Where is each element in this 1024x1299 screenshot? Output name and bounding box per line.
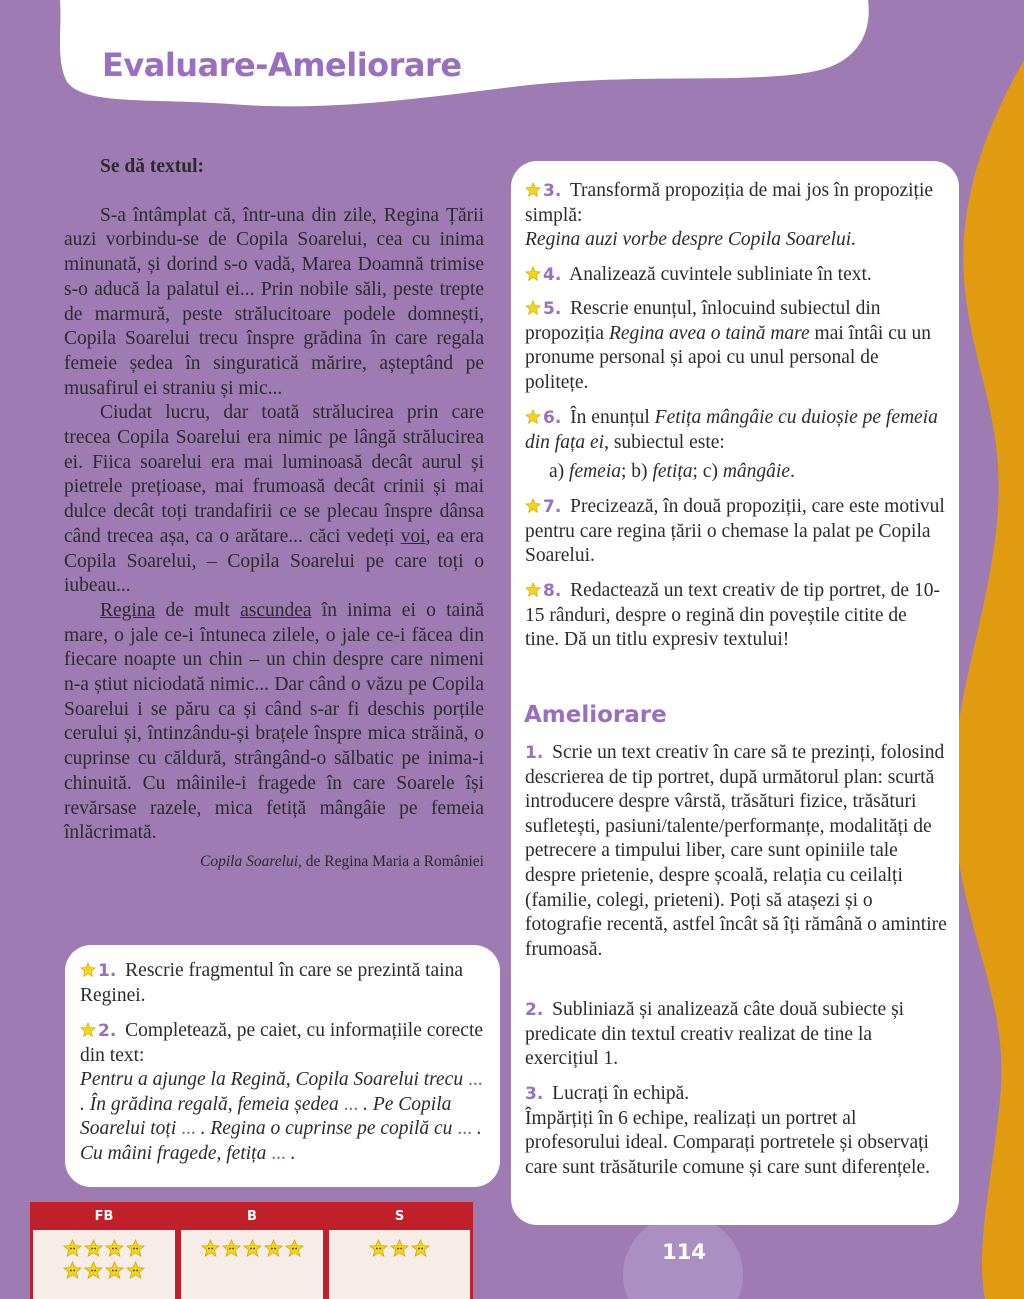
grade-star-icon bbox=[126, 1261, 145, 1280]
star-icon bbox=[525, 498, 541, 514]
grade-fb-stars bbox=[33, 1239, 175, 1262]
grade-star-icon bbox=[201, 1239, 220, 1258]
ameliorare-exercise-1: 1. Scrie un text creativ în care să te prezinți, folosind descrierea de tip portret, după următorul plan: scurtă introducere despre vârstă, trăsături fizice, trăsături sufletești, pasiuni/talente/performanțe, modalități de petrecere a timpului liber, care sunt opiniile tale despre prietenie, despre școală, relația cu ceilalți (familie, colegi, prieteni). Poți să atașezi și o fotografie recentă, astfel încât să îți rămână o amintire frumoasă. bbox=[525, 742, 947, 960]
ameliorare-exercise-3: 3. Lucrați în echipă. Împărțiți în 6 echipe, realizați un portret al profesorului ideal. Comparați portretele și observați care sunt trăsăturile comune și care sunt diferențele. bbox=[525, 1083, 930, 1178]
star-icon bbox=[80, 1022, 96, 1038]
grade-s-stars bbox=[329, 1239, 470, 1262]
page-title: Evaluare-Ameliorare bbox=[102, 46, 462, 84]
grade-star-icon bbox=[84, 1261, 103, 1280]
grade-fb-label: FB bbox=[94, 1209, 114, 1224]
passage bbox=[64, 155, 484, 875]
grade-b bbox=[178, 1202, 326, 1299]
passage-source: Copila Soarelui, de Regina Maria a României bbox=[200, 852, 484, 870]
grade-star-icon bbox=[126, 1239, 145, 1258]
grade-b-label: B bbox=[247, 1209, 257, 1224]
grade-star-icon bbox=[84, 1239, 103, 1258]
grade-star-icon bbox=[105, 1239, 124, 1258]
grade-s bbox=[326, 1202, 473, 1299]
grade-table bbox=[30, 1202, 473, 1299]
grade-star-icon bbox=[222, 1239, 241, 1258]
exercise-5: 5. Rescrie enunțul, înlocuind subiectul din propoziția Regina avea o taină mare mai întâi cu un pronume personal și apoi cu unul personal de politețe. bbox=[525, 298, 931, 393]
star-icon bbox=[525, 266, 541, 282]
exercise-1: 1. Rescrie fragmentul în care se prezintă taina Reginei. bbox=[80, 960, 464, 1006]
grade-star-icon bbox=[264, 1239, 283, 1258]
exercise-6: 6. În enunțul Fetița mângâie cu duioșie pe femeia din fața ei, subiectul este: a) femeia; b) fetița; c) mângâie. bbox=[525, 406, 945, 485]
star-icon bbox=[525, 182, 541, 198]
exercise-6-options: a) femeia; b) fetița; c) mângâie. bbox=[549, 461, 795, 483]
exercise-8: 8. Redactează un text creativ de tip portret, de 10-15 rânduri, despre o regină din poveștile citite de tine. Dă un titlu expresiv textului! bbox=[525, 580, 940, 651]
exercise-2: 2. Completează, pe caiet, cu informațiile corecte din text: Pentru a ajunge la Regină, Copila Soarelui trecu ... . În grădina regală, femeia ședea ... . Pe Copila Soarelui toți ... . Regina o cuprinse pe copilă cu ... . Cu mâini fragede, fetița ... . bbox=[80, 1020, 484, 1164]
ameliorare-heading: Ameliorare bbox=[524, 702, 667, 728]
grade-star-icon bbox=[63, 1239, 82, 1258]
grade-fb bbox=[30, 1202, 178, 1299]
ameliorare-exercise-2: 2. Subliniază și analizează câte două subiecte și predicate din textul creativ realizat de tine la exercițiul 1. bbox=[525, 999, 905, 1070]
grade-star-icon bbox=[243, 1239, 262, 1258]
grade-star-icon bbox=[63, 1261, 82, 1280]
page-number: 114 bbox=[662, 1240, 706, 1264]
grade-star-icon bbox=[285, 1239, 304, 1258]
grade-fb-stars bbox=[33, 1261, 175, 1284]
right-exercise-card bbox=[511, 161, 959, 1225]
left-exercise-card bbox=[65, 945, 500, 1187]
grade-star-icon bbox=[390, 1239, 409, 1258]
passage-paragraph-3: Regina de mult ascundea în inima ei o taină mare, o jale ce-i întuneca zilele, o jale ce-i făcea din fiecare noapte un chin – un chin despre care nimeni n-a știut niciodată nimic... Dar când o văzu pe Copila Soarelui i se păru ca și când s-ar fi deschis porțile cerului și, întinzându-și brațele înspre mica străină, o cuprinse cu căldură, strângând-o sălbatic pe inima-i chinuită. Cu mâinile-i fragede în care Soarele își revărsase razele, mica fetiță mângâie pe femeia înlăcrimată. bbox=[64, 599, 484, 844]
star-icon bbox=[80, 962, 96, 978]
exercise-4: 4. Analizează cuvintele subliniate în text. bbox=[525, 263, 945, 288]
grade-s-label: S bbox=[394, 1209, 405, 1224]
star-icon bbox=[525, 300, 541, 316]
exercise-3: 3. Transformă propoziția de mai jos în propoziție simplă: Regina auzi vorbe despre Copila Soarelui. bbox=[525, 180, 934, 251]
grade-b-stars bbox=[181, 1239, 323, 1262]
exercise-7: 7. Precizează, în două propoziții, care este motivul pentru care regina țării o chemase la palat pe Copila Soarelui. bbox=[525, 496, 945, 567]
passage-heading: Se dă textul: bbox=[100, 156, 204, 177]
grade-star-icon bbox=[369, 1239, 388, 1258]
grade-star-icon bbox=[105, 1261, 124, 1280]
star-icon bbox=[525, 409, 541, 425]
star-icon bbox=[525, 582, 541, 598]
passage-paragraph-2: Ciudat lucru, dar toată strălucirea prin care trecea Copila Soarelui era nimic pe lângă strălucirea ei. Fiica soarelui era mai luminoasă decât aurul și pietrele prețioase, mai frumoasă decât crinii și mai dulce decât toți trandafirii ce se plecau înspre dânsa când trecea așa, ca o arătare... căci vedeți voi, ea era Copila Soarelui, – Copila Soarelui pe care toți o iubeau... bbox=[64, 402, 484, 597]
grade-star-icon bbox=[411, 1239, 430, 1258]
passage-paragraph-1: S-a întâmplat că, într-una din zile, Regina Țării auzi vorbindu-se de Copila Soarelui, cea cu inima minunată, și dorind s-o vadă, Marea Doamnă trimise s-o aducă la palatul ei... Prin nobile săli, peste trepte de marmură, peste strălucitoare podele domnești, Copila Soarelui trecu înspre grădina în care regala femeie ședea în singuratică mărire, așteptând pe musafirul ei straniu și mic... bbox=[64, 204, 484, 399]
